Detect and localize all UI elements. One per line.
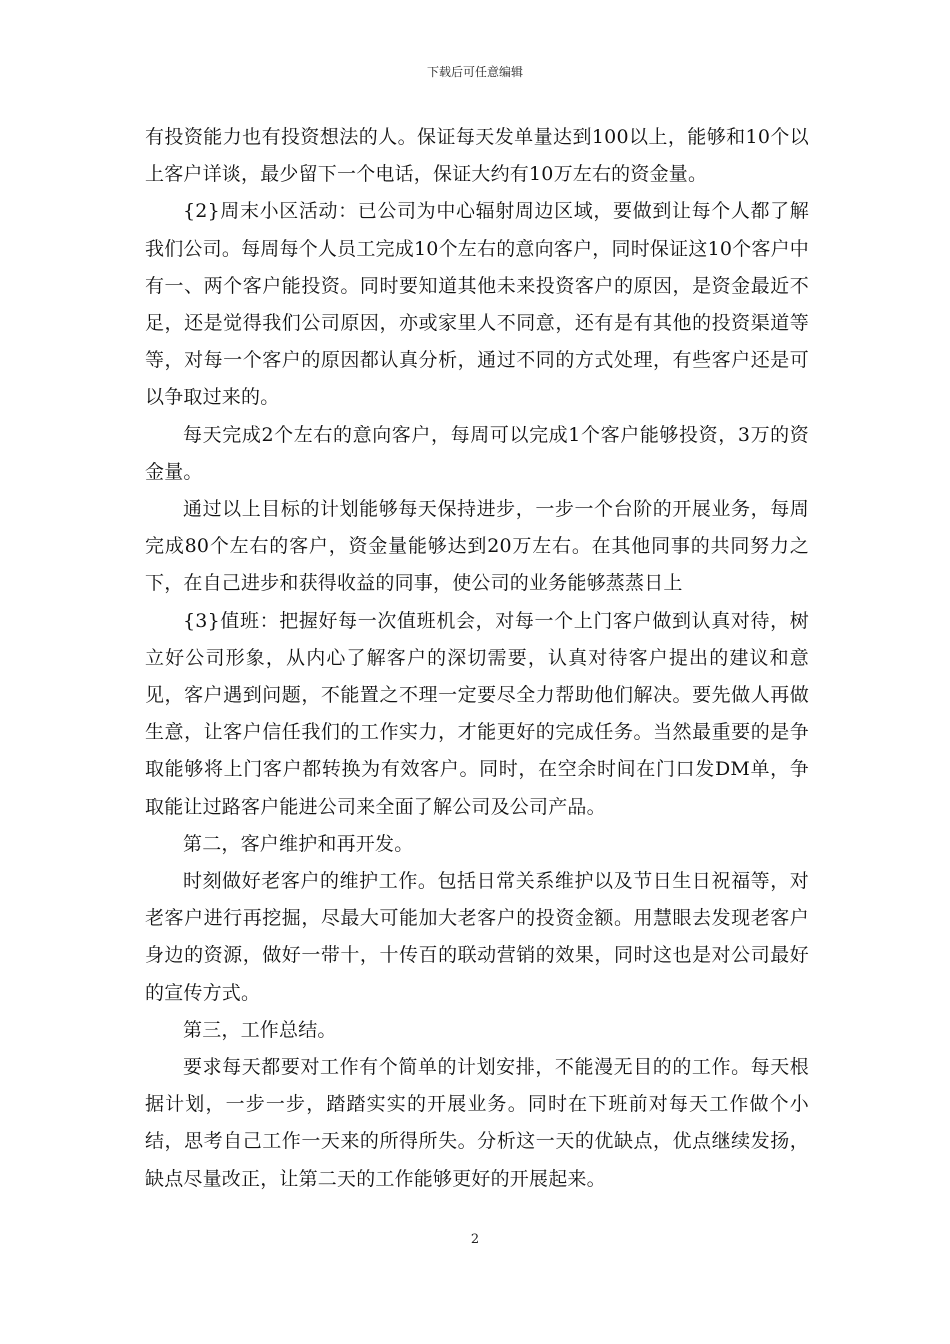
- paragraph-duty-shift: {3}值班：把握好每一次值班机会，对每一个上门客户做到认真对待，树立好公司形象，从内心了解客户的深切需要，认真对待客户提出的建议和意见，客户遇到问题，不能置之不理一定要尽全力帮助他们解决。要先做人再做生意，让客户信任我们的工作实力，才能更好的完成任务。当然最重要的是争取能够将上门客户都转换为有效客户。同时，在空余时间在门口发DM单，争取能让过路客户能进公司来全面了解公司及公司产品。: [145, 609, 809, 818]
- paragraph-continued: 有投资能力也有投资想法的人。保证每天发单量达到100以上，能够和10个以上客户详谈，最少留下一个电话，保证大约有10万左右的资金量。: [145, 126, 809, 186]
- paragraph-daily-target: 每天完成2个左右的意向客户，每周可以完成1个客户能够投资，3万的资金量。: [145, 423, 809, 483]
- paragraph-customer-maintenance: 时刻做好老客户的维护工作。包括日常关系维护以及节日生日祝福等，对老客户进行再挖掘，尽最大可能加大老客户的投资金额。用慧眼去发现老客户身边的资源，做好一带十，十传百的联动营销的效果，同时这也是对公司最好的宣传方式。: [145, 870, 809, 1004]
- section-heading-customer-maintenance: 第二，客户维护和再开发。: [183, 832, 414, 855]
- paragraph-weekly-progress: 通过以上目标的计划能够每天保持进步，一步一个台阶的开展业务，每周完成80个左右的客户，资金量能够达到20万左右。在其他同事的共同努力之下，在自己进步和获得收益的同事，使公司的业务能够蒸蒸日上: [145, 498, 809, 595]
- page-header: 下载后可任意编辑: [426, 65, 523, 79]
- paragraph-work-summary: 要求每天都要对工作有个简单的计划安排，不能漫无目的的工作。每天根据计划，一步一步，踏踏实实的开展业务。同时在下班前对每天工作做个小结，思考自己工作一天来的所得所失。分析这一天的优缺点，优点继续发扬，缺点尽量改正，让第二天的工作能够更好的开展起来。: [145, 1056, 809, 1190]
- page-number: 2: [470, 1232, 480, 1247]
- paragraph-weekend-activity: {2}周末小区活动：已公司为中心辐射周边区域，要做到让每个人都了解我们公司。每周每个人员工完成10个左右的意向客户，同时保证这10个客户中有一、两个客户能投资。同时要知道其他未来投资客户的原因，是资金最近不足，还是觉得我们公司原因，亦或家里人不同意，还有是有其他的投资渠道等等，对每一个客户的原因都认真分析，通过不同的方式处理，有些客户还是可以争取过来的。: [145, 200, 809, 409]
- section-heading-work-summary: 第三，工作总结。: [183, 1018, 337, 1041]
- document-body: [145, 119, 809, 1198]
